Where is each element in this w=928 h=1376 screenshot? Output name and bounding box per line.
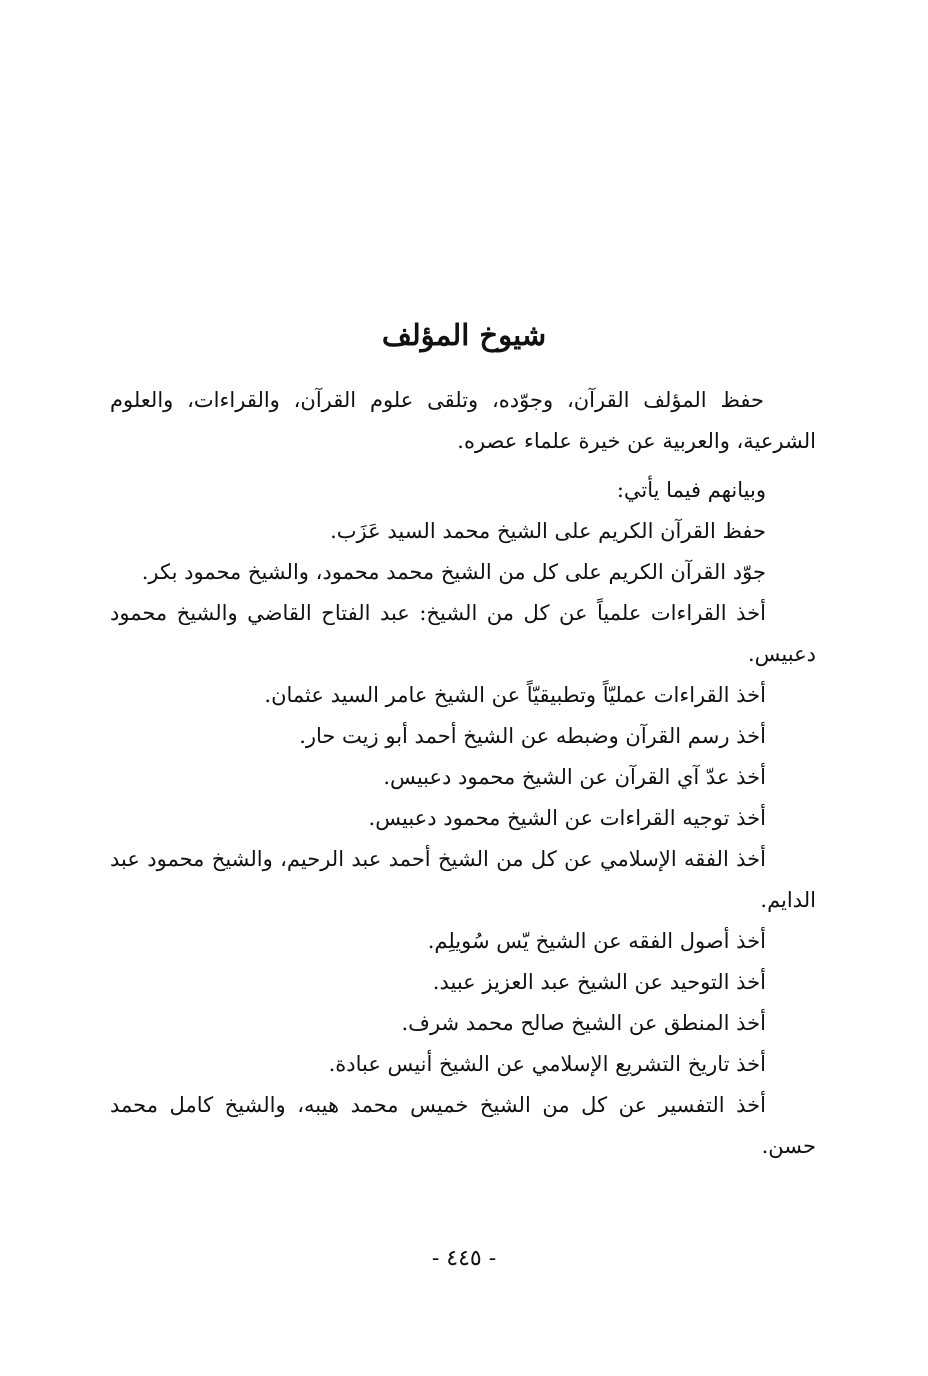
page-number: - ٤٤٥ - (431, 1246, 497, 1271)
page-title: شيوخ المؤلف (381, 318, 547, 352)
list-item: أخذ أصول الفقه عن الشيخ يّس سُويلِم. (427, 929, 766, 953)
list-item: أخذ الفقه الإسلامي عن كل من الشيخ أحمد عبد الرحيم، والشيخ محمود عبد الدايم. (110, 847, 816, 912)
list-item: أخذ المنطق عن الشيخ صالح محمد شرف. (401, 1011, 766, 1035)
list-item: حفظ القرآن الكريم على الشيخ محمد السيد عَزَب. (330, 519, 766, 543)
list-item: أخذ رسم القرآن وضبطه عن الشيخ أحمد أبو زيت حار. (299, 724, 766, 748)
list-item: أخذ التفسير عن كل من الشيخ خميس محمد هيبه، والشيخ كامل محمد حسن. (110, 1093, 816, 1158)
list-item: أخذ تاريخ التشريع الإسلامي عن الشيخ أنيس عبادة. (328, 1052, 766, 1076)
teachers-list (110, 470, 816, 1167)
list-item: أخذ عدّ آي القرآن عن الشيخ محمود دعبيس. (383, 765, 766, 789)
list-item: وبيانهم فيما يأتي: (616, 478, 766, 502)
main-text (110, 380, 816, 1167)
list-item: أخذ توجيه القراءات عن الشيخ محمود دعبيس. (368, 806, 766, 830)
list-item: جوّد القرآن الكريم على كل من الشيخ محمد محمود، والشيخ محمود بكر. (141, 560, 766, 584)
list-item: أخذ القراءات عمليّاً وتطبيقيّاً عن الشيخ عامر السيد عثمان. (264, 683, 766, 707)
list-item: أخذ القراءات علمياً عن كل من الشيخ: عبد الفتاح القاضي والشيخ محمود دعبيس. (110, 601, 816, 666)
list-item: أخذ التوحيد عن الشيخ عبد العزيز عبيد. (432, 970, 766, 994)
intro-paragraph: حفظ المؤلف القرآن، وجوّده، وتلقى علوم القرآن، والقراءات، والعلوم الشرعية، والعربية عن خيرة علماء عصره. (110, 388, 816, 453)
